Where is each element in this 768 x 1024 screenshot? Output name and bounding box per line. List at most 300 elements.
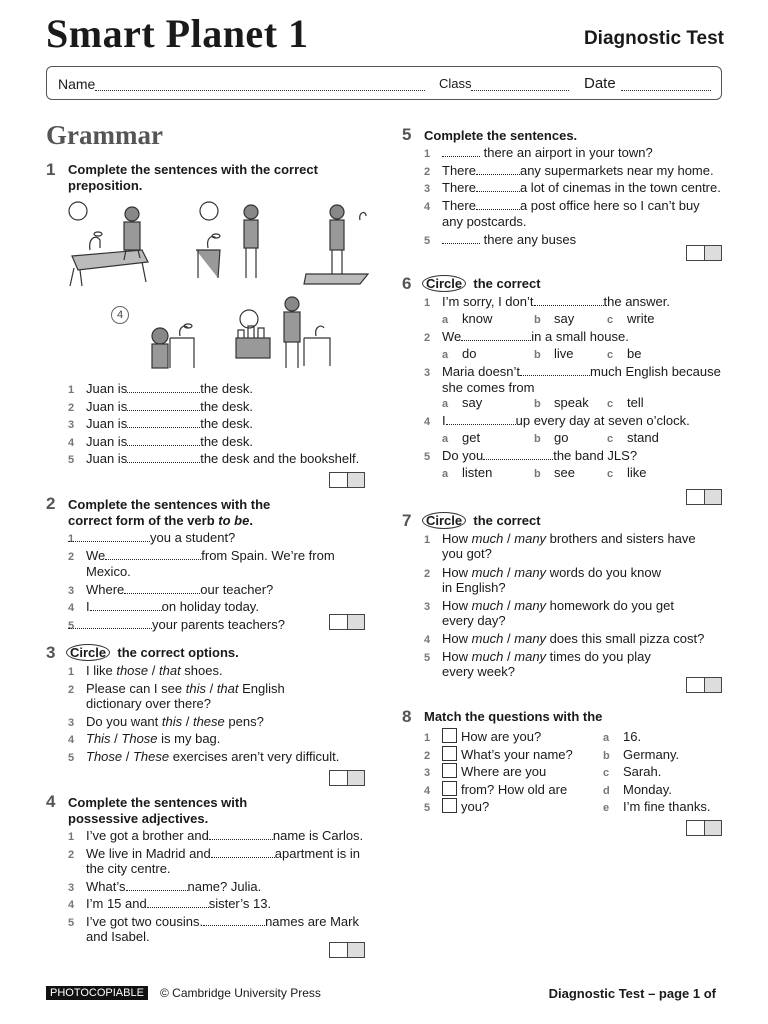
list-item: 1 you a student? bbox=[68, 530, 236, 545]
list-item bbox=[424, 232, 721, 250]
question-heading bbox=[422, 276, 541, 292]
list-item bbox=[424, 294, 721, 311]
item-text: is my bag. bbox=[157, 731, 221, 746]
answer-blank[interactable] bbox=[127, 435, 200, 446]
answer-circle bbox=[69, 202, 87, 220]
option-word[interactable]: many bbox=[514, 649, 547, 664]
item-number: 1 bbox=[68, 831, 75, 843]
answer-text: Monday. bbox=[623, 781, 672, 797]
item-continuation: you got? bbox=[442, 546, 492, 561]
list-item bbox=[68, 399, 359, 417]
option-letter: b bbox=[534, 349, 541, 361]
item-number: 3 bbox=[424, 601, 431, 613]
class-field[interactable] bbox=[471, 90, 569, 91]
option-word[interactable]: this bbox=[185, 680, 206, 696]
answer-blank[interactable] bbox=[127, 400, 200, 411]
item-text: the desk. bbox=[200, 398, 253, 414]
answer-blank[interactable] bbox=[147, 897, 209, 908]
list-item bbox=[68, 896, 363, 914]
item-continuation: any postcards. bbox=[442, 213, 527, 229]
option-letter: c bbox=[607, 468, 614, 480]
answer-text: I’m fine thanks. bbox=[623, 799, 711, 814]
item-text: the desk. bbox=[200, 416, 253, 431]
heading-text: the correct bbox=[473, 276, 541, 291]
answer-blank[interactable] bbox=[476, 181, 520, 192]
item-text: from Spain. We’re from bbox=[201, 547, 335, 563]
option-a[interactable] bbox=[442, 395, 534, 410]
item-number: 4 bbox=[68, 899, 75, 911]
date-label: Date bbox=[584, 75, 616, 92]
answer-box[interactable] bbox=[442, 781, 457, 796]
question-number: 4 bbox=[46, 792, 56, 811]
answer-blank[interactable] bbox=[520, 365, 590, 376]
separator: / bbox=[205, 680, 217, 696]
item-text: sister’s 13. bbox=[208, 896, 272, 911]
separator: / bbox=[110, 731, 122, 746]
item-continuation: and Isabel. bbox=[86, 928, 150, 944]
question-text: How are you? bbox=[461, 729, 542, 744]
option-word[interactable]: This bbox=[86, 731, 111, 746]
score-box[interactable] bbox=[329, 770, 365, 786]
item-text: name is Carlos. bbox=[272, 828, 364, 843]
option-word[interactable]: this bbox=[161, 713, 183, 729]
separator: / bbox=[182, 713, 193, 729]
separator: / bbox=[503, 565, 515, 580]
student-info-box bbox=[46, 66, 722, 100]
answer-blank[interactable] bbox=[126, 880, 188, 891]
question-number: 5 bbox=[402, 125, 412, 144]
item-text: We bbox=[86, 547, 106, 563]
item-text: words do you know bbox=[546, 565, 661, 580]
item-text: name? Julia. bbox=[187, 878, 262, 894]
item-number: 3 bbox=[424, 183, 431, 195]
answer-letter: e bbox=[603, 802, 610, 814]
question-7-items bbox=[424, 531, 704, 680]
separator: / bbox=[503, 649, 515, 664]
option-word[interactable]: much bbox=[471, 531, 504, 546]
item-text: How bbox=[442, 598, 472, 613]
answer-blank[interactable] bbox=[442, 146, 480, 157]
option-text: be bbox=[627, 346, 642, 361]
question-heading bbox=[68, 795, 247, 827]
option-a[interactable] bbox=[442, 311, 534, 326]
item-text: up every day at seven o’clock. bbox=[515, 413, 690, 428]
match-row bbox=[424, 746, 710, 764]
option-word[interactable]: those bbox=[116, 663, 149, 678]
question-heading: Match the questions with the bbox=[424, 709, 603, 724]
option-letter: c bbox=[607, 349, 614, 361]
option-text: see bbox=[554, 465, 575, 480]
item-text: Where bbox=[86, 581, 125, 597]
item-text: the band JLS? bbox=[553, 448, 638, 463]
separator: / bbox=[503, 631, 515, 646]
answer-box[interactable] bbox=[442, 728, 457, 743]
item-text: I’m 15 and bbox=[86, 896, 147, 911]
heading-line: Complete the sentences with the bbox=[68, 497, 271, 512]
item-text: homework do you get bbox=[546, 598, 674, 613]
list-item bbox=[68, 914, 363, 929]
item-text: any supermarkets near my home. bbox=[519, 162, 714, 178]
item-text: on holiday today. bbox=[161, 599, 259, 614]
list-item bbox=[68, 451, 359, 469]
option-word[interactable]: much bbox=[471, 649, 504, 664]
option-a[interactable] bbox=[442, 346, 534, 361]
item-text: Juan is bbox=[86, 433, 128, 449]
item-text: Juan is bbox=[86, 451, 128, 466]
list-item bbox=[424, 145, 721, 163]
item-number: 2 bbox=[424, 332, 431, 344]
item-text: There bbox=[442, 162, 476, 178]
item-text: there an airport in your town? bbox=[480, 145, 653, 160]
list-item bbox=[424, 649, 704, 664]
answer-blank[interactable] bbox=[442, 233, 480, 244]
option-letter: c bbox=[607, 398, 614, 410]
answer-blank[interactable] bbox=[90, 600, 162, 611]
answer-box[interactable] bbox=[442, 746, 457, 761]
item-continuation: in English? bbox=[442, 580, 506, 595]
option-text: go bbox=[554, 430, 569, 445]
question-1-items bbox=[68, 381, 359, 469]
name-field[interactable] bbox=[95, 90, 425, 91]
copyright-text: © Cambridge University Press bbox=[160, 986, 321, 1000]
answer-letter: b bbox=[603, 749, 610, 762]
item-text: in a small house. bbox=[531, 329, 629, 344]
option-text: get bbox=[462, 430, 481, 445]
match-row bbox=[424, 798, 710, 816]
list-item bbox=[68, 416, 359, 434]
answer-blank[interactable] bbox=[127, 417, 200, 428]
item-text: Maria doesn’t bbox=[442, 364, 521, 379]
item-text: We bbox=[442, 329, 462, 344]
option-text: listen bbox=[462, 465, 493, 480]
option-letter: a bbox=[442, 468, 449, 480]
answer-blank[interactable] bbox=[127, 382, 200, 393]
item-text: names are Mark bbox=[265, 913, 359, 929]
preposition-illustration bbox=[60, 198, 370, 373]
option-text: speak bbox=[554, 395, 589, 410]
option-text: stand bbox=[627, 430, 659, 445]
item-text: Juan is bbox=[86, 416, 128, 431]
item-continuation: Mexico. bbox=[86, 563, 131, 579]
question-number: 1 bbox=[46, 160, 56, 179]
question-heading: Complete the sentences. bbox=[424, 128, 578, 143]
answer-blank[interactable] bbox=[534, 295, 604, 306]
option-b[interactable] bbox=[534, 395, 607, 410]
option-text: say bbox=[462, 395, 483, 410]
answer-blank[interactable] bbox=[476, 199, 520, 210]
option-text: know bbox=[462, 311, 493, 326]
answer-blank[interactable] bbox=[211, 847, 275, 858]
item-number: 2 bbox=[68, 401, 75, 414]
item-number: 2 bbox=[68, 848, 75, 861]
list-item bbox=[424, 163, 721, 181]
question-text: you? bbox=[461, 799, 490, 814]
section-title: Grammar bbox=[46, 120, 163, 150]
answer-blank[interactable] bbox=[461, 330, 531, 341]
item-text: Juan is bbox=[86, 381, 128, 396]
question-heading bbox=[422, 513, 541, 529]
question-3-items bbox=[68, 663, 339, 766]
list-item bbox=[68, 714, 339, 732]
list-item bbox=[68, 663, 339, 681]
heading-emphasis: to be bbox=[218, 513, 250, 528]
option-letter: c bbox=[607, 433, 614, 445]
item-text: much English because bbox=[590, 364, 721, 379]
item-text: our teacher? bbox=[200, 581, 274, 597]
item-text: I’m sorry, I don’t bbox=[442, 294, 534, 309]
item-text: does this small pizza cost? bbox=[546, 631, 705, 646]
separator: / bbox=[503, 598, 515, 613]
item-text: a lot of cinemas in the town centre. bbox=[519, 180, 721, 195]
list-item bbox=[68, 879, 363, 897]
item-text: I’ve got two cousins. bbox=[86, 913, 204, 929]
option-c[interactable] bbox=[607, 465, 647, 480]
match-row bbox=[424, 763, 710, 781]
option-word[interactable]: many bbox=[514, 598, 547, 613]
answer-blank[interactable] bbox=[203, 915, 265, 926]
option-c[interactable] bbox=[607, 395, 644, 410]
option-c[interactable] bbox=[607, 346, 641, 361]
item-number: 4 bbox=[424, 634, 431, 646]
list-item bbox=[424, 631, 704, 649]
answer-blank[interactable] bbox=[105, 549, 201, 560]
circle-word: Circle bbox=[422, 275, 466, 292]
option-a[interactable] bbox=[442, 430, 534, 445]
option-row bbox=[424, 395, 721, 413]
score-box[interactable] bbox=[686, 820, 722, 836]
item-continuation: dictionary over there? bbox=[86, 695, 212, 711]
item-number: 4 bbox=[68, 436, 75, 449]
question-number: 6 bbox=[402, 274, 412, 293]
answer-box[interactable] bbox=[442, 763, 457, 778]
answer-text: 16. bbox=[623, 729, 642, 744]
list-item: 5 your parents teachers? bbox=[68, 616, 285, 632]
score-box[interactable] bbox=[686, 245, 722, 261]
option-b[interactable] bbox=[534, 430, 607, 445]
item-text: I bbox=[86, 599, 90, 614]
option-letter: b bbox=[534, 433, 541, 445]
item-number: 1 bbox=[424, 732, 431, 744]
answer-blank[interactable] bbox=[209, 829, 273, 840]
option-text: like bbox=[627, 465, 647, 480]
option-word[interactable]: Those bbox=[121, 731, 158, 746]
heading-text: correct form of the verb bbox=[68, 513, 219, 528]
heading-text: the correct bbox=[473, 513, 541, 528]
item-number: 1 bbox=[68, 384, 75, 396]
item-text: There bbox=[442, 197, 476, 213]
option-word[interactable]: many bbox=[514, 531, 547, 546]
item-text: There bbox=[442, 180, 476, 195]
option-letter: c bbox=[607, 314, 614, 326]
option-c[interactable] bbox=[607, 311, 654, 326]
list-item bbox=[68, 599, 335, 617]
option-letter: a bbox=[442, 398, 449, 410]
circle-word: Circle bbox=[66, 644, 110, 661]
option-word[interactable]: much bbox=[471, 565, 504, 580]
answer-text: Germany. bbox=[623, 746, 680, 762]
option-word[interactable]: many bbox=[514, 631, 547, 646]
item-number: 5 bbox=[424, 451, 431, 463]
option-row bbox=[424, 346, 721, 364]
item-number: 4 bbox=[68, 602, 75, 614]
item-number: 2 bbox=[424, 568, 431, 580]
answer-blank[interactable] bbox=[476, 164, 520, 175]
item-number: 2 bbox=[68, 683, 75, 696]
item-text: I’ve got a brother and bbox=[86, 828, 209, 843]
item-number: 3 bbox=[424, 767, 431, 779]
item-text: there any buses bbox=[480, 231, 577, 247]
item-text: your parents teachers? bbox=[152, 616, 285, 632]
option-word[interactable]: that bbox=[216, 680, 239, 696]
answer-blank[interactable] bbox=[483, 449, 553, 460]
item-number: 5 bbox=[424, 234, 431, 247]
answer-box[interactable] bbox=[442, 798, 457, 813]
match-row bbox=[424, 728, 710, 746]
option-row bbox=[424, 311, 721, 329]
question-text: Where are you bbox=[461, 764, 547, 779]
separator: / bbox=[148, 663, 159, 678]
page-title: Smart Planet 1 bbox=[46, 11, 309, 56]
answer-letter: c bbox=[603, 767, 610, 779]
separator: / bbox=[503, 531, 515, 546]
option-word[interactable]: many bbox=[514, 565, 547, 580]
option-word[interactable]: much bbox=[471, 631, 504, 646]
answer-text: Sarah. bbox=[623, 764, 662, 779]
question-number: 2 bbox=[46, 494, 56, 513]
item-text: How bbox=[442, 649, 472, 664]
option-word[interactable]: These bbox=[132, 748, 170, 764]
item-text: times do you play bbox=[546, 649, 651, 664]
list-item bbox=[68, 381, 359, 399]
option-b[interactable] bbox=[534, 465, 607, 480]
item-continuation: every week? bbox=[442, 664, 515, 679]
item-number: 1 bbox=[424, 297, 431, 309]
heading-text: the correct options. bbox=[117, 645, 239, 660]
list-item bbox=[68, 749, 339, 767]
item-number: 4 bbox=[424, 784, 431, 797]
answer-blank[interactable] bbox=[124, 583, 200, 594]
item-text: What’s bbox=[86, 878, 126, 894]
item-continuation: the city centre. bbox=[86, 860, 171, 876]
option-b[interactable] bbox=[534, 346, 607, 361]
item-text: Juan is bbox=[86, 398, 128, 414]
heading-line: possessive adjectives. bbox=[68, 811, 209, 826]
list-item bbox=[424, 598, 704, 613]
item-continuation: every day? bbox=[442, 613, 506, 628]
option-a[interactable] bbox=[442, 465, 534, 480]
option-letter: a bbox=[442, 433, 449, 445]
option-text: do bbox=[462, 346, 477, 361]
item-text: you a student? bbox=[150, 530, 236, 545]
item-text: English bbox=[238, 680, 285, 696]
list-item bbox=[424, 448, 721, 465]
question-5-items bbox=[424, 145, 721, 249]
item-text: brothers and sisters have bbox=[546, 531, 696, 546]
list-item bbox=[424, 413, 721, 430]
list-item bbox=[68, 548, 335, 564]
option-letter: b bbox=[534, 398, 541, 410]
option-word[interactable]: these bbox=[192, 713, 225, 729]
option-letter: b bbox=[534, 314, 541, 326]
match-row bbox=[424, 781, 710, 799]
option-text: write bbox=[627, 311, 655, 326]
option-row bbox=[424, 430, 721, 448]
question-text: from? How old are bbox=[461, 781, 568, 797]
score-box[interactable] bbox=[329, 472, 365, 488]
item-text: How bbox=[442, 631, 472, 646]
item-number: 3 bbox=[424, 367, 431, 379]
heading-line: correct form of the verb to be. bbox=[68, 513, 253, 528]
score-box[interactable] bbox=[329, 942, 365, 958]
item-number: 2 bbox=[424, 165, 431, 178]
answer-blank[interactable] bbox=[446, 414, 516, 425]
question-number: 8 bbox=[402, 707, 412, 726]
item-text: exercises aren’t very difficult. bbox=[169, 748, 340, 764]
option-word[interactable]: much bbox=[471, 598, 504, 613]
list-item bbox=[68, 582, 335, 600]
test-subtitle: Diagnostic Test bbox=[583, 28, 724, 49]
separator: / bbox=[122, 748, 133, 764]
list-item bbox=[424, 565, 704, 580]
item-number: 3 bbox=[68, 584, 75, 597]
question-6-items bbox=[424, 294, 721, 483]
item-number: 1 bbox=[424, 534, 431, 546]
circle-word: Circle bbox=[422, 512, 466, 529]
item-text: the answer. bbox=[603, 294, 671, 309]
date-field[interactable] bbox=[621, 90, 711, 91]
item-number: 3 bbox=[68, 419, 75, 431]
option-letter: a bbox=[442, 314, 449, 326]
option-word[interactable]: that bbox=[159, 663, 181, 678]
item-text: the desk. bbox=[200, 433, 253, 449]
photocopiable-badge: PHOTOCOPIABLE bbox=[46, 986, 148, 1000]
question-heading bbox=[66, 645, 239, 661]
answer-blank[interactable] bbox=[68, 531, 150, 542]
item-text: Please can I see bbox=[86, 680, 186, 696]
score-box[interactable] bbox=[686, 677, 722, 693]
question-text: What’s your name? bbox=[461, 746, 573, 762]
question-4-items bbox=[68, 828, 363, 945]
item-number: 5 bbox=[68, 454, 75, 466]
answer-blank[interactable] bbox=[127, 452, 200, 463]
option-text: tell bbox=[627, 395, 644, 410]
item-text: the desk and the bookshelf. bbox=[200, 451, 360, 466]
item-continuation: she comes from bbox=[442, 380, 535, 395]
option-letter: a bbox=[442, 349, 449, 361]
item-number: 4 bbox=[68, 734, 75, 746]
item-text: Do you bbox=[442, 448, 484, 463]
name-label: Name bbox=[58, 76, 96, 92]
item-text: How bbox=[442, 565, 472, 580]
list-item bbox=[424, 198, 721, 214]
answer-letter: a bbox=[603, 732, 610, 744]
item-number: 4 bbox=[424, 200, 431, 213]
option-word[interactable]: Those bbox=[86, 748, 123, 764]
list-item bbox=[424, 364, 721, 380]
score-box[interactable] bbox=[686, 489, 722, 505]
option-b[interactable] bbox=[534, 311, 607, 326]
item-number: 4 bbox=[424, 416, 431, 428]
answer-blank[interactable] bbox=[68, 618, 152, 629]
item-text: the desk. bbox=[200, 381, 253, 396]
item-text: pens? bbox=[224, 713, 264, 729]
item-number: 3 bbox=[68, 716, 75, 729]
option-c[interactable] bbox=[607, 430, 659, 445]
item-text: Do you want bbox=[86, 713, 162, 729]
list-item bbox=[68, 846, 363, 861]
score-box[interactable] bbox=[329, 614, 365, 630]
question-number: 7 bbox=[402, 511, 412, 530]
